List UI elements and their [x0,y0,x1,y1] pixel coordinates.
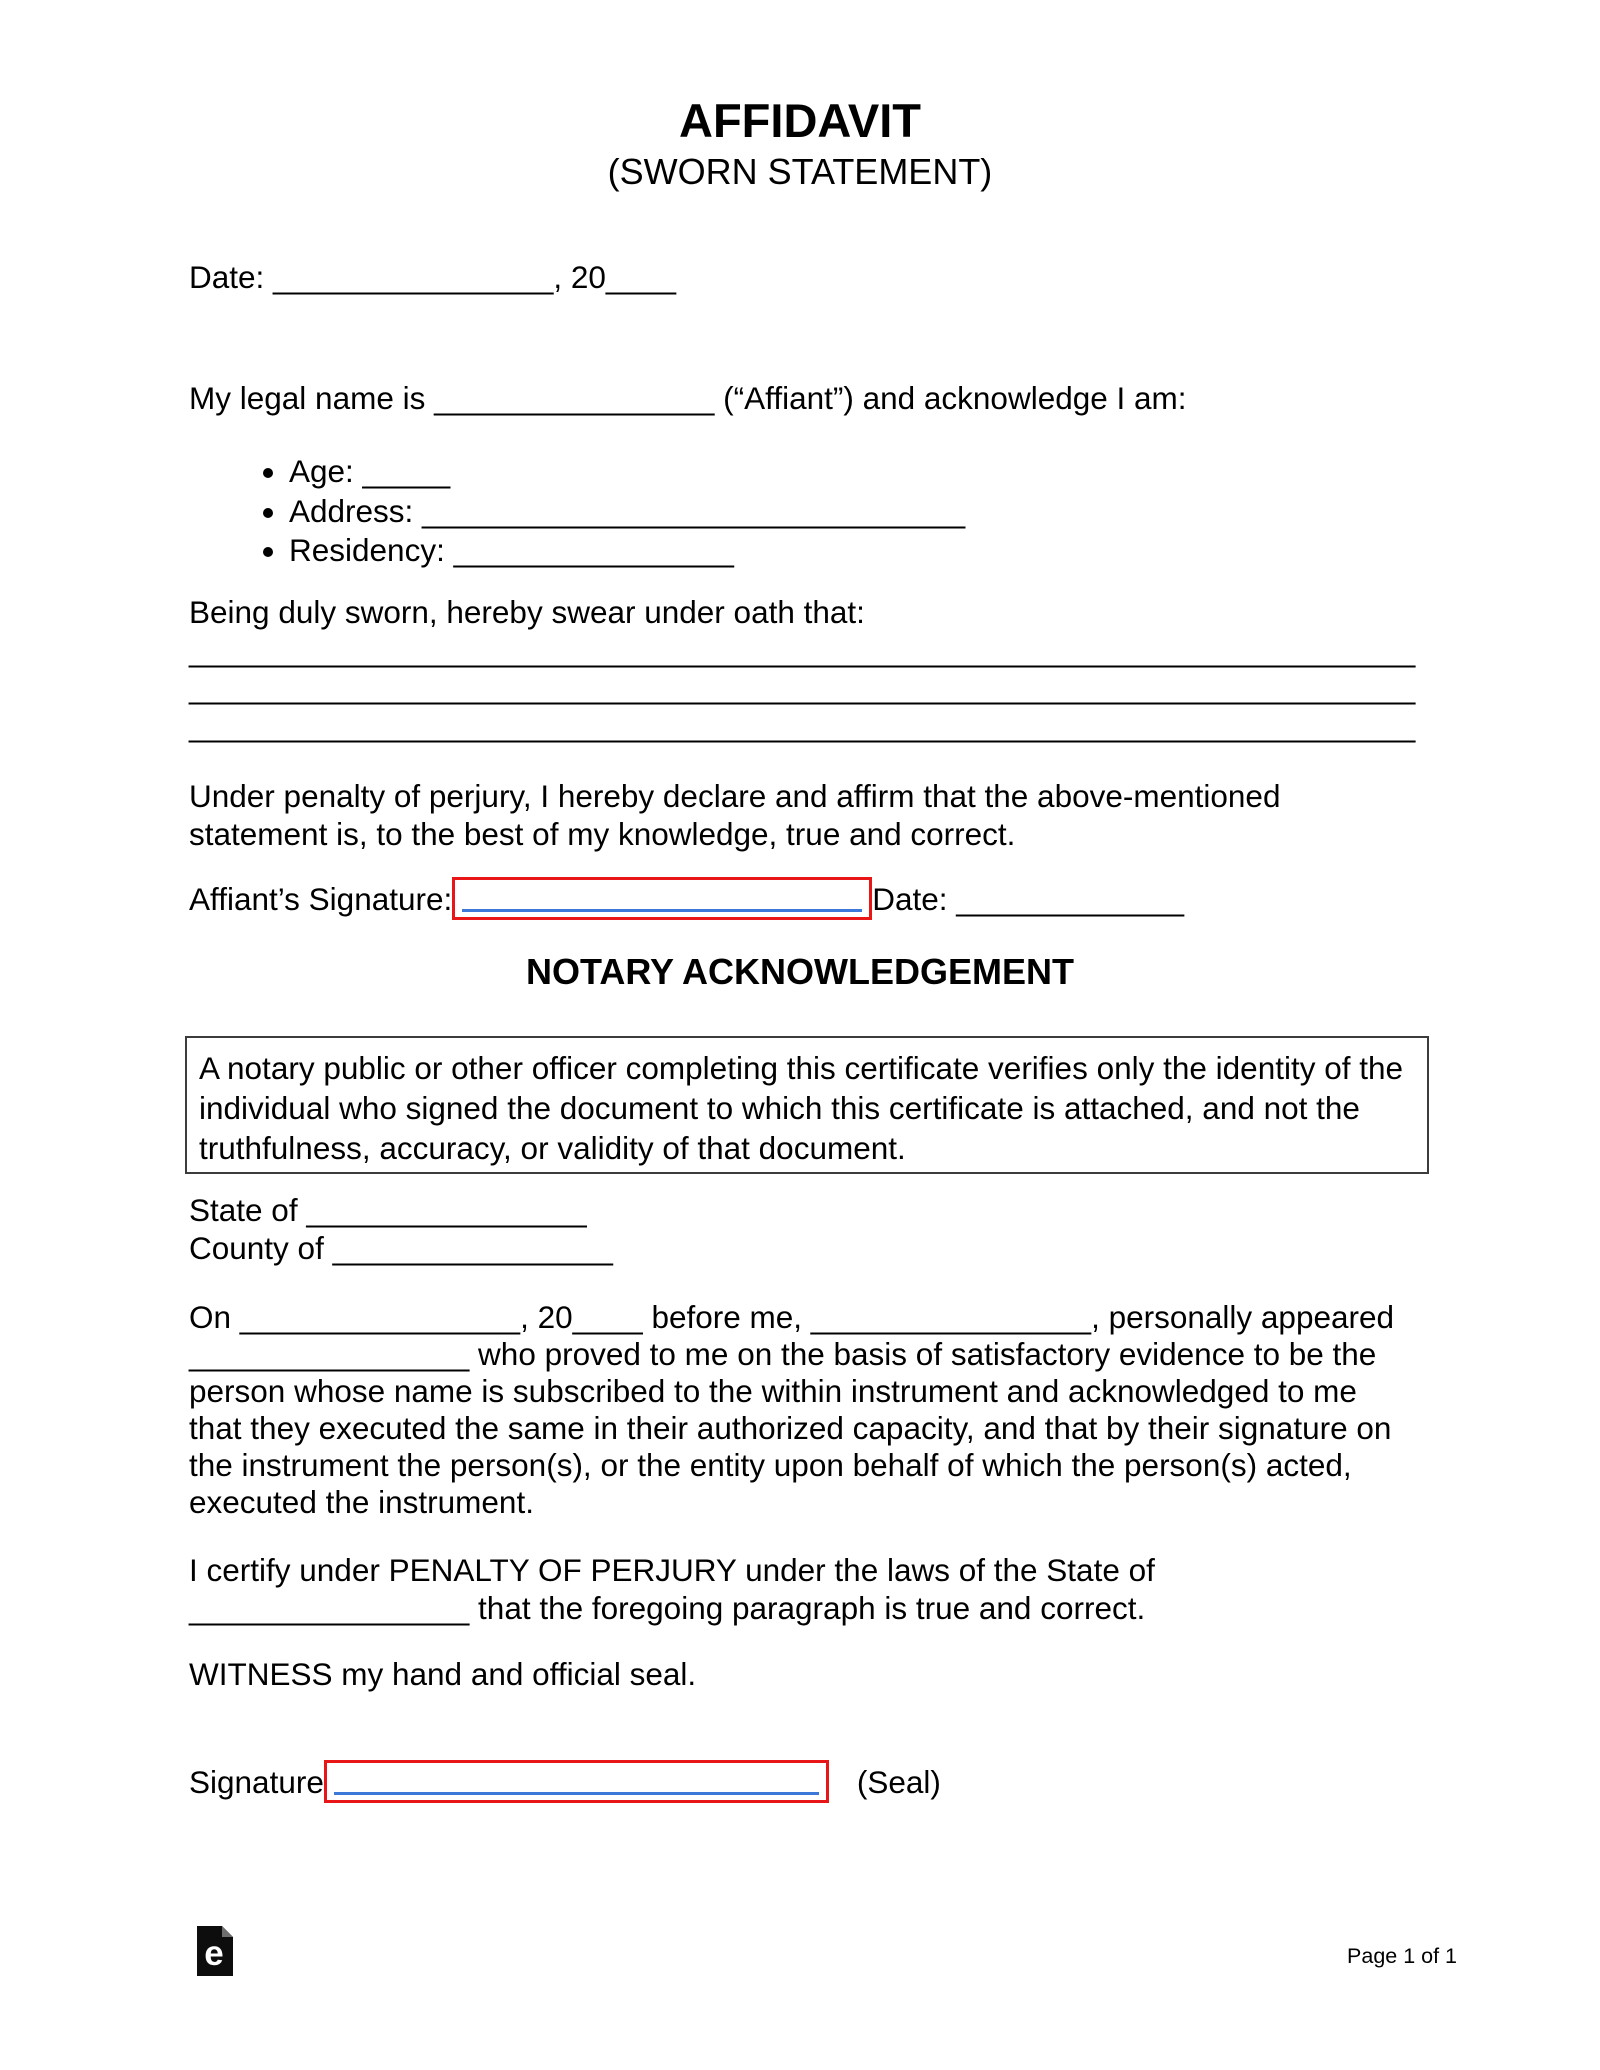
disclaimer-line: A notary public or other officer completing this certificate verifies only the identity of the [199,1050,1404,1086]
sworn-statement-block [189,594,1419,744]
certify-line: I certify under PENALTY OF PERJURY under the laws of the State of [189,1552,1155,1588]
page-subtitle: (SWORN STATEMENT) [607,151,993,192]
legal-name-line: My legal name is ________________ (“Affiant”) and acknowledge I am: [189,380,1187,416]
certify-paragraph [189,1551,1419,1627]
perjury-declaration [189,777,1419,853]
state-county-block [189,1191,1419,1267]
logo-letter: e [204,1934,224,1973]
perjury-line: statement is, to the best of my knowledge, true and correct. [189,816,1016,852]
acknowledgement-line: ________________ who proved to me on the basis of satisfactory evidence to be the [189,1336,1377,1372]
county-line: County of ________________ [189,1230,613,1266]
affiant-signature-field[interactable] [452,877,872,920]
disclaimer-line: truthfulness, accuracy, or validity of that document. [199,1130,906,1166]
statement-blank-line: ______________________________________________________________________ [189,706,1416,743]
list-item-age: • Age: _____ [289,452,1519,492]
affiant-signature-label: Affiant’s Signature: [189,880,453,917]
acknowledgement-line: executed the instrument. [189,1484,534,1520]
date-line: Date: ________________, 20____ [189,259,676,295]
disclaimer-line: individual who signed the document to which this certificate is attached, and not the [199,1090,1360,1126]
affiant-signature-row [189,877,1419,920]
state-line: State of ________________ [189,1192,587,1228]
notary-signature-row [189,1760,1419,1803]
acknowledgement-line: On ________________, 20____ before me, ________________, personally appeared [189,1299,1395,1335]
acknowledgement-line: person whose name is subscribed to the within instrument and acknowledged to me [189,1373,1357,1409]
statement-blank-line: ______________________________________________________________________ [189,631,1416,668]
page-indicator: Page 1 of 1 [1347,1944,1457,1968]
affiant-date-label: Date: _____________ [872,880,1185,917]
acknowledgement-line: the instrument the person(s), or the entity upon behalf of which the person(s) acted, [189,1447,1352,1483]
list-item-address: • Address: _______________________________ [289,492,1519,532]
certify-line: ________________ that the foregoing paragraph is true and correct. [189,1590,1146,1626]
signature-underline [334,1792,819,1795]
eforms-logo [197,1926,233,1976]
witness-line: WITNESS my hand and official seal. [189,1656,697,1692]
affiant-details-list [189,452,1519,571]
notary-disclaimer-box [185,1036,1429,1174]
sworn-intro: Being duly sworn, hereby swear under oath that: [189,594,865,630]
signature-underline [462,909,862,912]
list-item-residency: • Residency: ________________ [289,531,1519,571]
acknowledgement-paragraph [189,1299,1419,1521]
notary-signature-field[interactable] [324,1760,829,1803]
page-title: AFFIDAVIT [679,94,921,147]
notary-signature-label: Signature [189,1763,324,1800]
acknowledgement-line: that they executed the same in their authorized capacity, and that by their signature on [189,1410,1392,1446]
seal-label: (Seal) [856,1763,941,1800]
statement-blank-line: ______________________________________________________________________ [189,669,1416,705]
notary-section-heading: NOTARY ACKNOWLEDGEMENT [526,951,1074,992]
perjury-line: Under penalty of perjury, I hereby declare and affirm that the above-mentioned [189,778,1281,814]
